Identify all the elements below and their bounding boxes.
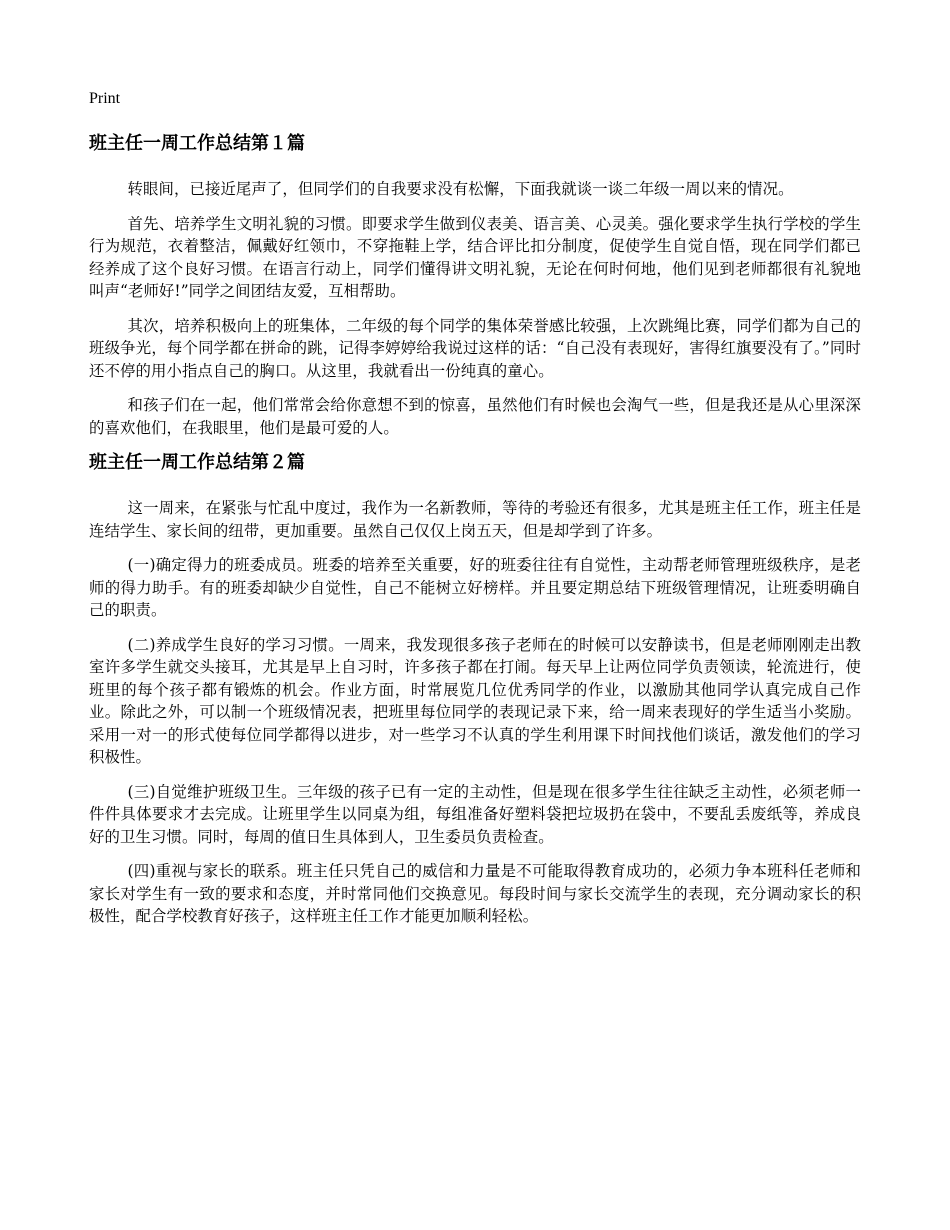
paragraph: 转眼间，已接近尾声了，但同学们的自我要求没有松懈，下面我就谈一谈二年级一周以来的情况。 bbox=[127, 180, 794, 198]
paragraph: 这一周来，在紧张与忙乱中度过，我作为一名新教师，等待的考验还有很多，尤其是班主任工作，班主任是连结学生、家长间的纽带，更加重要。虽然自己仅仅上岗五天，但是却学到了许多。 bbox=[89, 499, 861, 540]
paragraph: 首先、培养学生文明礼貌的习惯。即要求学生做到仪表美、语言美、心灵美。强化要求学生执行学校的学生行为规范，衣着整洁，佩戴好红领巾，不穿拖鞋上学，结合评比扣分制度，促使学生自觉自悟，现在同学们都已经养成了这个良好习惯。在语言行动上，同学们懂得讲文明礼貌，无论在何时何地，他们见到老师都很有礼貌地叫声“老师好!”同学之间团结友爱，互相帮助。 bbox=[89, 214, 861, 300]
print-link[interactable]: Print bbox=[89, 90, 121, 107]
paragraph: (一)确定得力的班委成员。班委的培养至关重要，好的班委往往有自觉性，主动帮老师管理班级秩序，是老师的得力助手。有的班委却缺少自觉性，自己不能树立好榜样。并且要定期总结下班级管理情况，让班委明确自己的职责。 bbox=[89, 556, 861, 619]
document-page bbox=[89, 88, 861, 940]
paragraph: 其次，培养积极向上的班集体，二年级的每个同学的集体荣誉感比较强，上次跳绳比赛，同学们都为自己的班级争光，每个同学都在拼命的跳，记得李婷婷给我说过这样的话：“自己没有表现好，害得红旗要没有了。”同时还不停的用小指点自己的胸口。从这里，我就看出一份纯真的童心。 bbox=[89, 316, 861, 380]
article-2 bbox=[89, 451, 861, 928]
paragraph: (二)养成学生良好的学习习惯。一周来，我发现很多孩子老师在的时候可以安静读书，但是老师刚刚走出教室许多学生就交头接耳，尤其是早上自习时，许多孩子都在打闹。每天早上让两位同学负责领读，轮流进行，使班里的每个孩子都有锻炼的机会。作业方面，时常展览几位优秀同学的作业，以激励其他同学认真完成自己作业。除此之外，可以制一个班级情况表，把班里每位同学的表现记录下来，给一周来表现好的学生适当小奖励。采用一对一的形式使每位同学都得以进步，对一些学习不认真的学生利用课下时间找他们谈话，激发他们的学习积极性。 bbox=[89, 635, 861, 766]
paragraph: (四)重视与家长的联系。班主任只凭自己的威信和力量是不可能取得教育成功的，必须力争本班科任老师和家长对学生有一致的要求和态度，并时常同他们交换意见。每段时间与家长交流学生的表现，充分调动家长的积极性，配合学校教育好孩子，这样班主任工作才能更加顺利轻松。 bbox=[89, 862, 861, 925]
article-title: 班主任一周工作总结第２篇 bbox=[89, 452, 305, 473]
paragraph: (三)自觉维护班级卫生。三年级的孩子已有一定的主动性，但是现在很多学生往往缺乏主动性，必须老师一件件具体要求才去完成。让班里学生以同桌为组，每组准备好塑料袋把垃圾扔在袋中，不要乱丢废纸等，养成良好的卫生习惯。同时，每周的值日生具体到人，卫生委员负责检查。 bbox=[89, 782, 861, 846]
article-1 bbox=[89, 132, 861, 439]
article-title: 班主任一周工作总结第１篇 bbox=[89, 133, 305, 154]
paragraph: 和孩子们在一起，他们常常会给你意想不到的惊喜，虽然他们有时候也会淘气一些，但是我还是从心里深深的喜欢他们，在我眼里，他们是最可爱的人。 bbox=[89, 396, 861, 437]
